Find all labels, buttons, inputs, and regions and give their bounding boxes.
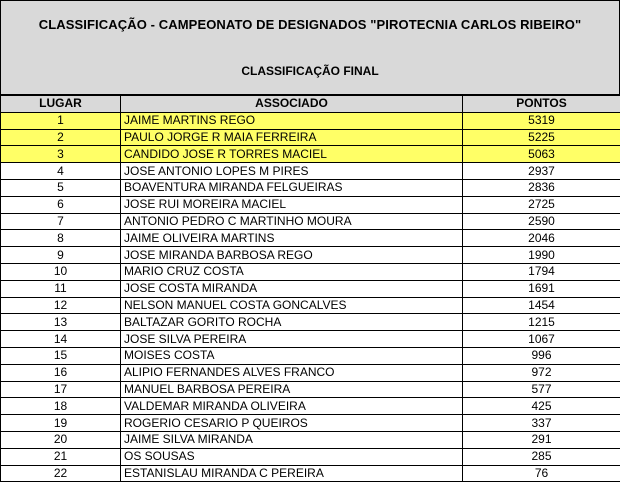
- member-cell: OS SOUSAS: [121, 448, 463, 465]
- member-cell: CANDIDO JOSE R TORRES MACIEL: [121, 146, 463, 163]
- member-cell: JOSE RUI MOREIRA MACIEL: [121, 196, 463, 213]
- member-cell: NELSON MANUEL COSTA GONCALVES: [121, 297, 463, 314]
- member-cell: JOSE MIRANDA BARBOSA REGO: [121, 247, 463, 264]
- table-row: [1, 398, 620, 415]
- points-cell: 1067: [463, 331, 620, 348]
- table-row: [1, 280, 620, 297]
- points-cell: 5319: [463, 112, 620, 129]
- page-title: CLASSIFICAÇÃO - CAMPEONATO DE DESIGNADOS "PIROTECNIA CARLOS RIBEIRO": [0, 0, 620, 48]
- member-cell: MANUEL BARBOSA PEREIRA: [121, 381, 463, 398]
- table-header-row: [1, 96, 620, 113]
- points-cell: 337: [463, 415, 620, 432]
- table-row: [1, 213, 620, 230]
- table-row: [1, 415, 620, 432]
- place-cell: 2: [1, 129, 121, 146]
- table-row: [1, 230, 620, 247]
- place-cell: 18: [1, 398, 121, 415]
- place-cell: 15: [1, 347, 121, 364]
- place-cell: 8: [1, 230, 121, 247]
- place-cell: 20: [1, 431, 121, 448]
- table-row: [1, 448, 620, 465]
- member-cell: JAIME OLIVEIRA MARTINS: [121, 230, 463, 247]
- column-header-points: PONTOS: [463, 96, 620, 113]
- member-cell: ANTONIO PEDRO C MARTINHO MOURA: [121, 213, 463, 230]
- member-cell: JOSE ANTONIO LOPES M PIRES: [121, 163, 463, 180]
- place-cell: 11: [1, 280, 121, 297]
- points-cell: 1215: [463, 314, 620, 331]
- table-row: [1, 263, 620, 280]
- table-row: [1, 297, 620, 314]
- column-header-place: LUGAR: [1, 96, 121, 113]
- points-cell: 996: [463, 347, 620, 364]
- member-cell: BOAVENTURA MIRANDA FELGUEIRAS: [121, 179, 463, 196]
- points-cell: 577: [463, 381, 620, 398]
- table-row: [1, 465, 620, 482]
- member-cell: JOSE SILVA PEREIRA: [121, 331, 463, 348]
- table-row: [1, 146, 620, 163]
- table-row: [1, 163, 620, 180]
- place-cell: 9: [1, 247, 121, 264]
- table-row: [1, 364, 620, 381]
- points-cell: 291: [463, 431, 620, 448]
- member-cell: JAIME MARTINS REGO: [121, 112, 463, 129]
- points-cell: 2590: [463, 213, 620, 230]
- member-cell: VALDEMAR MIRANDA OLIVEIRA: [121, 398, 463, 415]
- member-cell: ESTANISLAU MIRANDA C PEREIRA: [121, 465, 463, 482]
- points-cell: 1794: [463, 263, 620, 280]
- table-row: [1, 112, 620, 129]
- table-row: [1, 331, 620, 348]
- member-cell: BALTAZAR GORITO ROCHA: [121, 314, 463, 331]
- column-header-member: ASSOCIADO: [121, 96, 463, 113]
- place-cell: 6: [1, 196, 121, 213]
- place-cell: 16: [1, 364, 121, 381]
- member-cell: PAULO JORGE R MAIA FERREIRA: [121, 129, 463, 146]
- table-row: [1, 431, 620, 448]
- standings-table: [0, 95, 620, 482]
- table-row: [1, 196, 620, 213]
- member-cell: JAIME SILVA MIRANDA: [121, 431, 463, 448]
- place-cell: 7: [1, 213, 121, 230]
- table-row: [1, 347, 620, 364]
- member-cell: MOISES COSTA: [121, 347, 463, 364]
- place-cell: 12: [1, 297, 121, 314]
- points-cell: 2046: [463, 230, 620, 247]
- member-cell: MARIO CRUZ COSTA: [121, 263, 463, 280]
- place-cell: 4: [1, 163, 121, 180]
- points-cell: 1990: [463, 247, 620, 264]
- points-cell: 5225: [463, 129, 620, 146]
- points-cell: 2836: [463, 179, 620, 196]
- table-row: [1, 314, 620, 331]
- table-row: [1, 179, 620, 196]
- table-row: [1, 247, 620, 264]
- points-cell: 425: [463, 398, 620, 415]
- place-cell: 3: [1, 146, 121, 163]
- place-cell: 13: [1, 314, 121, 331]
- place-cell: 21: [1, 448, 121, 465]
- points-cell: 1454: [463, 297, 620, 314]
- member-cell: ALIPIO FERNANDES ALVES FRANCO: [121, 364, 463, 381]
- points-cell: 972: [463, 364, 620, 381]
- points-cell: 285: [463, 448, 620, 465]
- section-subtitle: CLASSIFICAÇÃO FINAL: [0, 47, 620, 95]
- points-cell: 2937: [463, 163, 620, 180]
- place-cell: 10: [1, 263, 121, 280]
- place-cell: 17: [1, 381, 121, 398]
- place-cell: 14: [1, 331, 121, 348]
- place-cell: 5: [1, 179, 121, 196]
- points-cell: 1691: [463, 280, 620, 297]
- place-cell: 1: [1, 112, 121, 129]
- member-cell: JOSE COSTA MIRANDA: [121, 280, 463, 297]
- table-body: [1, 112, 620, 482]
- points-cell: 5063: [463, 146, 620, 163]
- place-cell: 19: [1, 415, 121, 432]
- member-cell: ROGERIO CESARIO P QUEIROS: [121, 415, 463, 432]
- place-cell: 22: [1, 465, 121, 482]
- table-row: [1, 381, 620, 398]
- points-cell: 2725: [463, 196, 620, 213]
- table-row: [1, 129, 620, 146]
- points-cell: 76: [463, 465, 620, 482]
